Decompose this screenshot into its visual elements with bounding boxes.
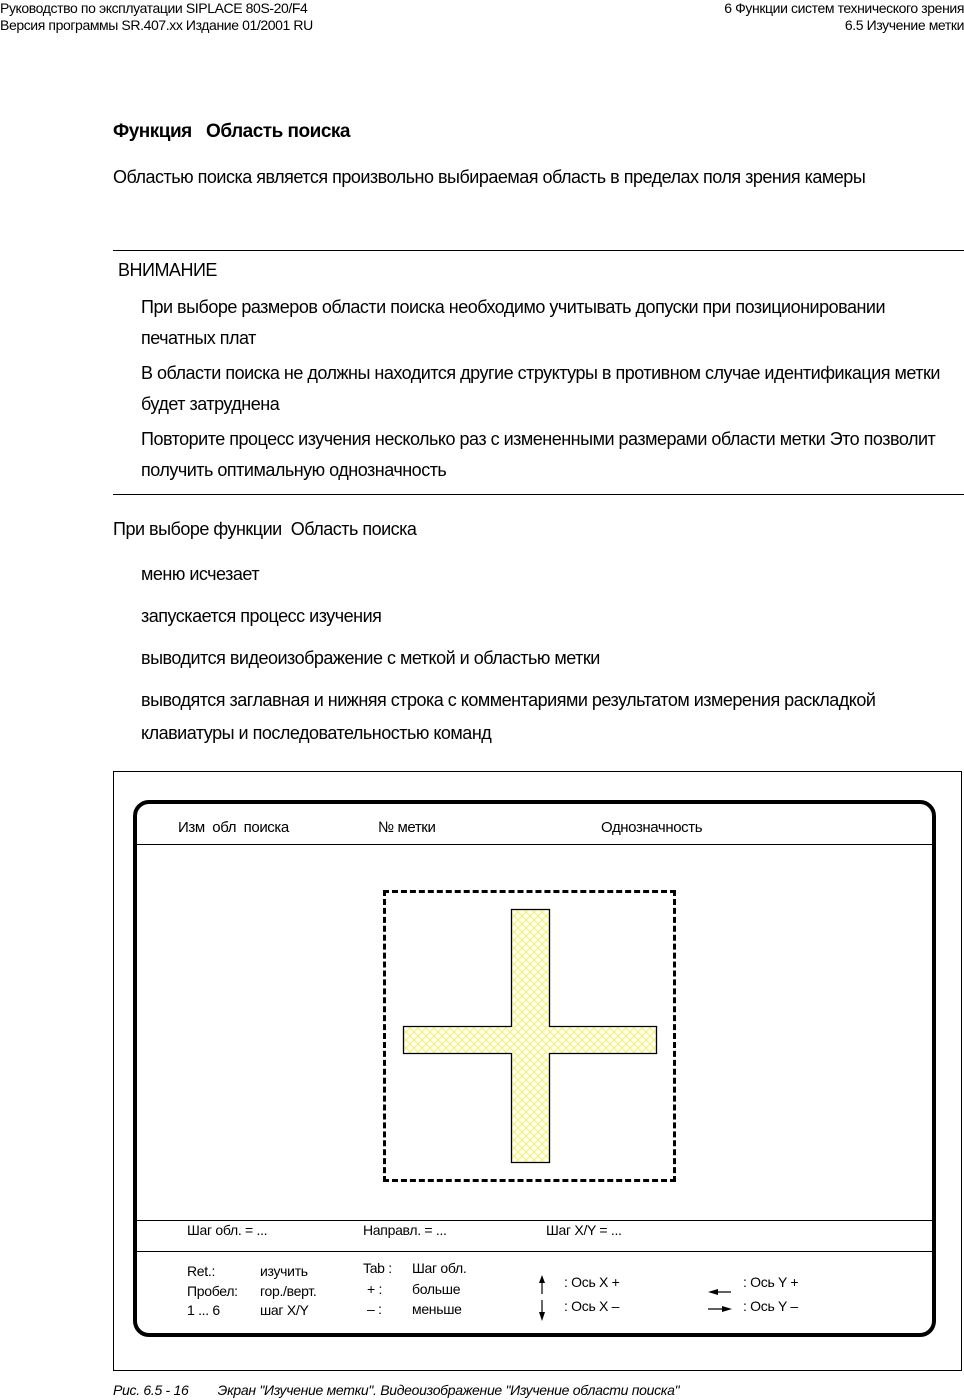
attention-rule-top [113,250,964,251]
arrow-up-icon [537,1275,547,1295]
function-title: Функция Область поиска [113,121,350,142]
area-step-status: Шаг обл. = ... [187,1222,268,1238]
attention-title: ВНИМАНИЕ [118,260,217,280]
arrow-right-icon [708,1304,732,1314]
key-minus-action: меньше [412,1301,462,1317]
key-digits: 1 ... 6 [187,1302,220,1318]
running-header-right [724,0,964,34]
key-plus-action: больше [412,1281,461,1297]
attention-item: Повторите процесс изучения несколько раз с измененными размерами области метки Это позволит получить оптимальную однозначность [141,429,936,480]
axis-x-plus-label: : Ось X + [564,1274,620,1290]
attention-item: В области поиска не должны находится другие структуры в противном случае идентификация метки будет затруднена [141,363,940,414]
version-info: Версия программы SR.407.xx Издание 01/2001 RU [0,17,313,33]
function-description: Областью поиска является произвольно выбираемая область в пределах поля зрения камеры [113,167,866,187]
manual-title: Руководство по эксплуатации SIPLACE 80S-20/F4 [0,0,308,16]
key-digits-action: шаг X/Y [260,1302,309,1318]
key-space: Пробел: [187,1283,238,1299]
xy-step-status: Шаг X/Y = ... [546,1222,622,1238]
axis-y-plus-label: : Ось Y + [743,1274,799,1290]
arrow-down-icon [537,1300,547,1322]
key-tab: Tab : [363,1260,392,1276]
chapter-title: 6 Функции систем технического зрения [724,0,964,16]
attention-rule-bottom [113,494,964,495]
axis-y-minus-label: : Ось Y – [743,1298,798,1314]
behavior-item: меню исчезает [141,564,260,584]
cross-icon [402,908,659,1165]
key-minus: – : [367,1301,382,1317]
attention-item: При выборе размеров области поиска необходимо учитывать допуски при позиционировании печатных плат [141,297,886,348]
figure-caption [113,1382,679,1398]
screen-header-divider [137,844,932,845]
key-ret: Ret.: [187,1263,216,1279]
cross-mark-shape [404,910,657,1163]
key-plus: + : [367,1281,383,1297]
behavior-item: выводится видеоизображение с меткой и областью метки [141,648,600,668]
figure-title: Экран "Изучение метки". Видеоизображение "Изучение области поиска" [217,1382,680,1398]
section-title: 6.5 Изучение метки [844,17,964,33]
arrow-left-icon [708,1287,732,1297]
screen-mode-label: Изм обл поиска [178,819,289,836]
key-space-action: гор./верт. [260,1283,317,1299]
direction-status: Направл. = ... [363,1222,447,1238]
behavior-item: выводятся заглавная и нижняя строка с комментариями результатом измерения раскладкой клавиатуры и последовательностью команд [141,690,876,743]
screen-mark-number-label: № метки [378,819,436,836]
screen-keys-divider [137,1251,932,1252]
figure-number: Рис. 6.5 - 16 [113,1382,189,1398]
key-ret-action: изучить [260,1263,308,1279]
behavior-item: запускается процесс изучения [141,606,382,626]
key-tab-action: Шаг обл. [412,1260,467,1276]
axis-x-minus-label: : Ось X – [564,1298,620,1314]
behavior-intro: При выборе функции Область поиска [113,519,417,539]
running-header-left [0,0,313,34]
screen-uniqueness-label: Однозначность [601,819,703,836]
